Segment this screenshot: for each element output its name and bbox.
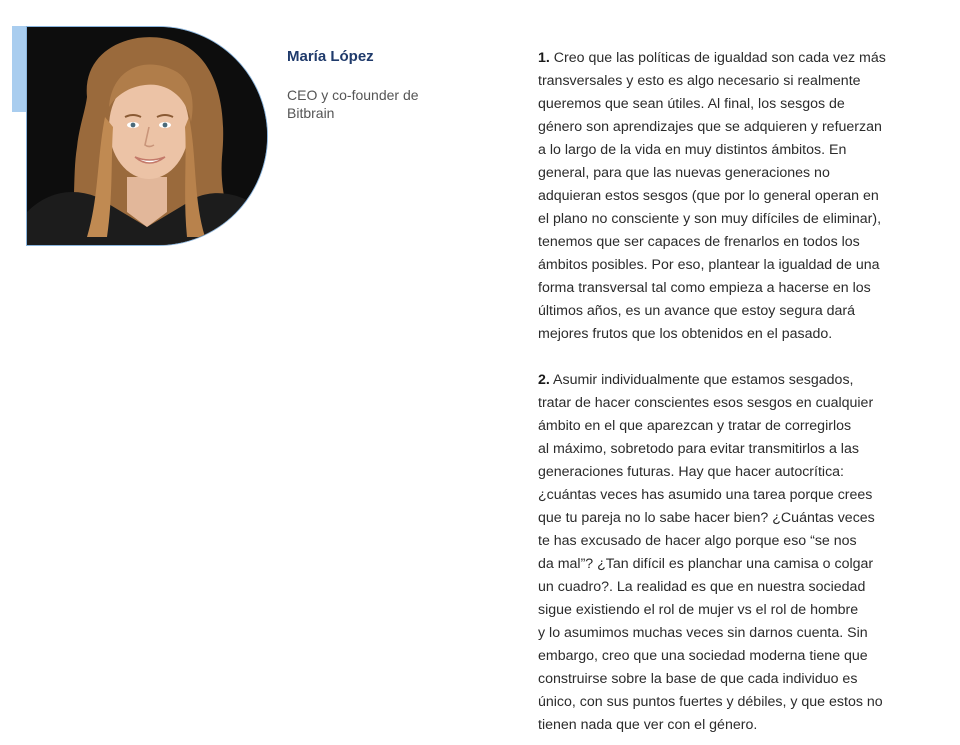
answer-text: Creo que las políticas de igualdad son cada vez más — [553, 50, 886, 66]
answer-text: Asumir individualmente que estamos sesgados, — [553, 372, 854, 388]
role-line: Bitbrain — [287, 105, 335, 121]
answer-line — [538, 369, 933, 392]
answer-line: queremos que sean útiles. Al final, los sesgos de — [538, 96, 845, 112]
answer-line: único, con sus puntos fuertes y débiles, y que estos no — [538, 694, 883, 710]
portrait-image — [27, 27, 268, 246]
answer-line: género son aprendizajes que se adquieren y refuerzan — [538, 119, 882, 135]
role-line: CEO y co-founder de — [287, 87, 419, 103]
answer-line: transversales y esto es algo necesario si realmente — [538, 73, 861, 89]
answer-line: forma transversal tal como empieza a hacerse en los — [538, 280, 871, 296]
answer-line: ¿cuántas veces has asumido una tarea porque crees — [538, 487, 873, 503]
answer-line: mejores frutos que los obtenidos en el pasado. — [538, 326, 833, 342]
answer-line: al máximo, sobretodo para evitar transmitirlos a las — [538, 441, 859, 457]
person-role — [287, 86, 462, 122]
answers-column — [538, 47, 933, 737]
answer-line: construirse sobre la base de que cada individuo es — [538, 671, 858, 687]
answer-line: y lo asumimos muchas veces sin darnos cuenta. Sin — [538, 625, 868, 641]
answer-line: embargo, creo que una sociedad moderna tiene que — [538, 648, 868, 664]
answer-line: general, para que las nuevas generaciones no — [538, 165, 830, 181]
answer-line — [538, 47, 933, 70]
answer-line: últimos años, es un avance que estoy segura dará — [538, 303, 856, 319]
answer-line: ámbitos posibles. Por eso, plantear la igualdad de una — [538, 257, 880, 273]
answer-line: tenemos que ser capaces de frenarlos en todos los — [538, 234, 860, 250]
answer-number: 1. — [538, 50, 550, 66]
person-name: María López — [287, 48, 374, 65]
answer-line: tratar de hacer conscientes esos sesgos en cualquier — [538, 395, 874, 411]
answer-number: 2. — [538, 372, 550, 388]
answer-line: generaciones futuras. Hay que hacer autocrítica: — [538, 464, 844, 480]
answer-line: el plano no consciente y son muy difíciles de eliminar), — [538, 211, 882, 227]
answer-line: que tu pareja no lo sabe hacer bien? ¿Cuántas veces — [538, 510, 875, 526]
answer-line: a lo largo de la vida en muy distintos ámbitos. En — [538, 142, 847, 158]
answer-line: da mal”? ¿Tan difícil es planchar una camisa o colgar — [538, 556, 874, 572]
answer-line: tienen nada que ver con el género. — [538, 717, 758, 733]
profile-photo — [26, 26, 268, 246]
answer-line: sigue existiendo el rol de mujer vs el rol de hombre — [538, 602, 859, 618]
answer-line: ámbito en el que aparezcan y tratar de corregirlos — [538, 418, 852, 434]
answer-line: te has excusado de hacer algo porque eso “se nos — [538, 533, 857, 549]
answer-line: un cuadro?. La realidad es que en nuestra sociedad — [538, 579, 866, 595]
paragraph-gap — [538, 346, 933, 369]
answer-line: adquieran estos sesgos (que por lo general operan en — [538, 188, 879, 204]
